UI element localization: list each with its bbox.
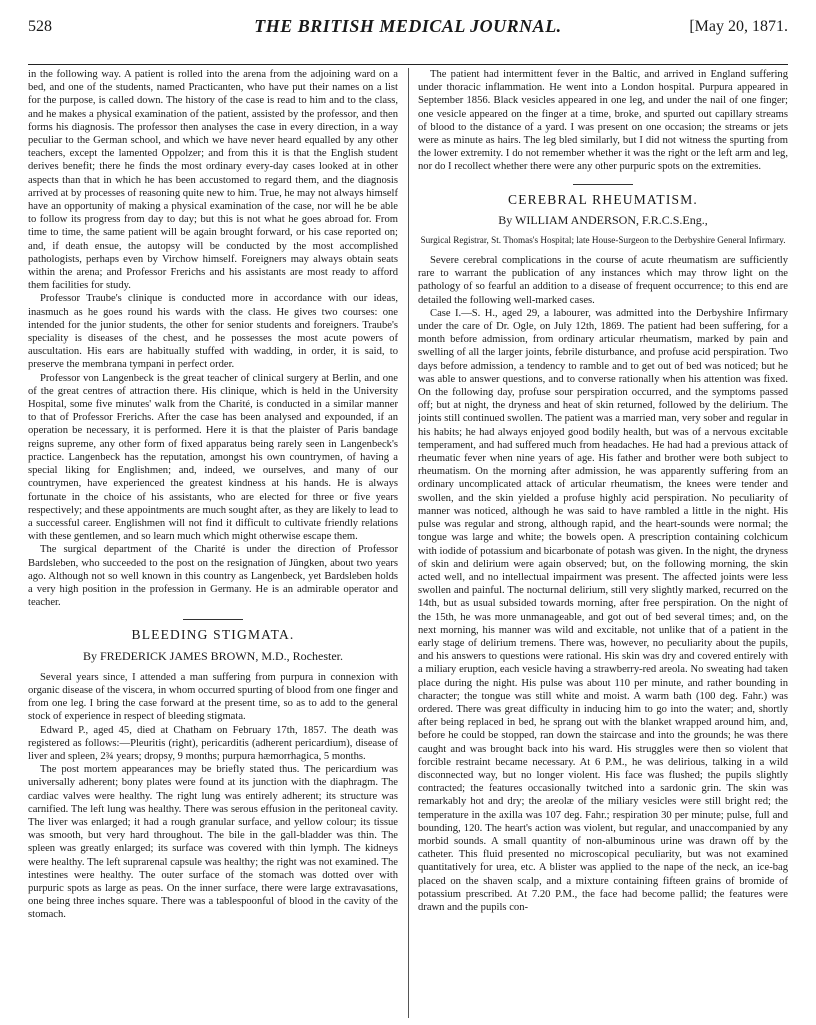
paragraph: in the following way. A patient is rolled into the arena from the adjoining ward on a bed, and one of the students, named Practicanten, who have put their names on a list for the purpose, is called down. The history of the case is read to him and to the class, and he makes a physical examination of the patient, assisted by the professor, and then forms his diagnosis. The professor then analyses the case in every direction, in a way peculiar to the German school, and which we have never heard equalled by any other teachers, except the lamented Oppolzer; and from this it is that the English student derives benefit; there he finds the most ordinary every-day cases looked at in other aspects than that in which he has been accustomed to regard them, and the diagnosis arrived at by processes of reasoning quite new to him. True, he may not always himself have an opportunity of making a physical examination of the case, nor will he be able to follow its progress from day to day; but this is not what he goes abroad for. From time to time, the same patient will be again brought forward, or his case reported on; and, if death ensue, the autopsy will be conducted by the most accomplished pathologists, perhaps even by Virchow himself. Foreigners may always obtain seats within the arena; and Professor Frerichs and his assistants are most ready to afford them facilities for study. <box>28 69 398 292</box>
paragraph: Several years since, I attended a man suffering from purpura in connexion with organic disease of the viscera, in whom occurred spurting of blood from one finger and from one leg. I bring the case forward at the present time, so as to add to the general stock of experience in respect of bleeding stigmata. <box>28 671 398 723</box>
paragraph: Case I.—S. H., aged 29, a labourer, was admitted into the Derbyshire Infirmary under the care of Dr. Ogle, on July 12th, 1869. The patient had been suffering, for a month before admission, from ordinary articular rheumatism, marked by pain and swelling of all the larger joints, febrile disturbance, and profuse acid perspiration. Two days before admission, a tendency to ramble and to get out of bed was noticed; but he was able to answer questions, and to converse rationally when his attention was fixed. On the following day, profuse sour perspiration occurred, and the symptoms passed off; but at night, the dryness and heat of skin returned, followed by the delirium. The joints still continued swollen. The patient was a married man, very sober and regular in his habits; he had always enjoyed good bodily health, but was of a nervous excitable temperament, and had suffered much from headaches. He had had a previous attack of rheumatic fever when nine years of age. His father and brother were both subject to rheumatism. On the morning after admission, he was apparently suffering from an ordinary uncomplicated attack of articular rheumatism, the knees were tender and swollen, and the skin yielded a profuse highly acid perspiration. No peculiarity of manner was noticed, although he was said to have rambled a little in the night. His pulse was regular and strong, although rapid, and the heart-sounds were normal; the tongue was large and white; the bowels open. A prescription containing colchicum with iodide of potassium and bicarbonate of potash was given. In the night, the dryness of skin and delirium were again observed; but, on the following morning, the skin acted well, and no intellectual impairment was present. The affected joints were less swollen and painful. The nocturnal delirium, still very slightly marked, recurred on the 14th, but as usual subsided towards morning, after free perspiration. On the night of the 15th, he was more unmanageable, and got out of bed several times; and, on the next morning, his manner was wild and excitable, not unlike that of a patient in the early stage of delirium tremens. There was, however, no peculiarity about the pupils, and his answers to questions were rational. His skin was dry and covered entirely with a miliary eruption, each vesicle having a strawberry-red areola. No sweating had taken place during the night. His pulse was about 110 per minute, and rather bounding in character; the tongue was still white and moist. A warm bath (100 deg. Fahr.) was ordered. There was great difficulty in inducing him to go into the water; and, shortly after being replaced in bed, he sprang out with the blanket wrapped around him, and, before he could be stopped, ran down the staircase and into the grounds; he was there caught and was brought back into his ward. His struggles were then so violent that forcible restraint became necessary. At 6 P.M., he was delirious, talking in a wild disconnected way, but no longer violent. His face was flushed; the pupils slightly contracted; the features occasionally twitched into a sardonic grin. The skin was remarkably hot and dry; the areolæ of the miliary vesicles were still bright red; the temperature in the axilla was 107 deg. Fahr.; respiration 30 per minute; pulse, full and bounding, 120. The heart's action was violent, but regular, and unaccompanied by any morbid sounds. A small quantity of non-albuminous urine was drawn off by the catheter. This fluid presented no microscopical peculiarity, but was not examined quantitatively for urea, etc. A blister was applied to the nape of the neck, an ice-bag placed on the shaven scalp, and a mixture containing fifteen grains of bromide of potassium prescribed. At 7.20 P.M., the face had become pallid; the features were drawn and the pupils con- <box>418 307 788 913</box>
author-affiliation: Surgical Registrar, St. Thomas's Hospital; late House-Surgeon to the Derbyshire General Infirmary. <box>420 235 786 246</box>
left-column <box>28 68 398 1020</box>
paragraph: Professor Traube's clinique is conducted more in accordance with our ideas, inasmuch as he goes round his wards with the class. He gives two courses: one intended for the junior students, the other for senior students and foreigners. Traube's speciality is diseases of the chest, and he possesses the most acute powers of auscultation. His ears are habitually stuffed with wadding, in order, it is said, to preserve the membrana tympani in perfect order. <box>28 293 398 371</box>
paragraph: Severe cerebral complications in the course of acute rheumatism are sufficiently rare to warrant the publication of any instances which may throw light on the pathology of so fearful an addition to a disease of frequent occurrence; to this end are detailed the following well-marked cases. <box>418 255 788 306</box>
column-divider <box>408 68 409 1018</box>
right-column <box>418 68 788 1020</box>
section-divider <box>573 184 633 185</box>
paragraph: Edward P., aged 45, died at Chatham on February 17th, 1857. The death was registered as follows:—Pleuritis (right), pericarditis (adherent pericardium), disease of liver and spleen, 2¾ years; dropsy, 9 months; purpura hæmorrhagica, 5 months. <box>28 724 398 762</box>
article-byline: By FREDERICK JAMES BROWN, M.D., Rochester. <box>82 648 343 663</box>
issue-date: [May 20, 1871. <box>689 18 788 35</box>
article-byline: By WILLIAM ANDERSON, F.R.C.S.Eng., <box>498 212 708 227</box>
article-title: CEREBRAL RHEUMATISM. <box>507 191 698 207</box>
section-divider <box>183 619 243 620</box>
article-title: BLEEDING STIGMATA. <box>131 627 295 643</box>
journal-title: THE BRITISH MEDICAL JOURNAL. <box>254 16 562 36</box>
header-rule <box>28 64 788 65</box>
paragraph: The post mortem appearances may be briefly stated thus. The pericardium was universally adherent; bony plates were found at its junction with the diaphragm. The cardiac valves were healthy. The right lung was entirely adherent; its structure was carnified. The left lung was healthy. There was serous effusion in the peritoneal cavity. The liver was enlarged; it had a rough granular surface, and yellow colour; its tissue was smooth, but very hard throughout. The bile in the gall-bladder was thin. The spleen was greatly enlarged; its surface was covered with thin lymph. The kidneys were healthy. The left suprarenal capsule was healthy; the right was not examined. The intestines were healthy. The outer surface of the stomach was dotted over with purpuric spots as large as peas. On the inner surface, there were large extravasations, one being three inches square. There was a tablespoonful of blood in the cavity of the stomach. <box>28 764 398 921</box>
page-number: 528 <box>28 18 52 35</box>
running-header <box>28 14 788 44</box>
paragraph: The patient had intermittent fever in the Baltic, and arrived in England suffering under thoracic inflammation. He went into a London hospital. Purpura appeared in September 1856. Black vesicles appeared in one leg, and under the nail of one finger; one vesicle appeared on the finger at a time, broke, and spurted out capillary streams of blood to the distance of a yard. I was present on one occasion; the streams or jets were as minute as hairs. The leg bled similarly, but I did not witness the spurting from the lower extremity. I do not remember whether it was the right or the left arm and leg, nor do I recollect whether there were any other purpuric spots on the extremities. <box>418 69 788 173</box>
paragraph: The surgical department of the Charité is under the direction of Professor Bardsleben, who succeeded to the post on the resignation of Jüngken, about two years ago. Although not so well known in this country as Langenbeck, yet Bardsleben holds a very high position in the profession in Germany. He is an admirable operator and teacher. <box>28 544 398 609</box>
paragraph: Professor von Langenbeck is the great teacher of clinical surgery at Berlin, and one of the great centres of attraction there. His clinique, which is held in the University Hospital, some five minutes' walk from the Charité, is conducted in a similar manner to that of Professor Frerichs. After the case has been analysed and expounded, if an operation be necessary, it is performed. Here it is that the plaister of Paris bandage reigns supreme, any other form of fixed apparatus being rarely seen in Langenbeck's practice. Langenbeck has the reputation, amongst his own countrymen, of having a special liking for Englishmen; and, indeed, we ourselves, and many of our countrymen, have experienced the greatest kindness at his hands. He is always fortunate in the choice of his assistants, who are elected for three or five years respectively; and these appointments are much sought after, as they are likely to lead to a successful career. Englishmen will not find it difficult to cultivate friendly relations with these gentlemen, and so learn much which might otherwise escape them. <box>28 372 398 543</box>
